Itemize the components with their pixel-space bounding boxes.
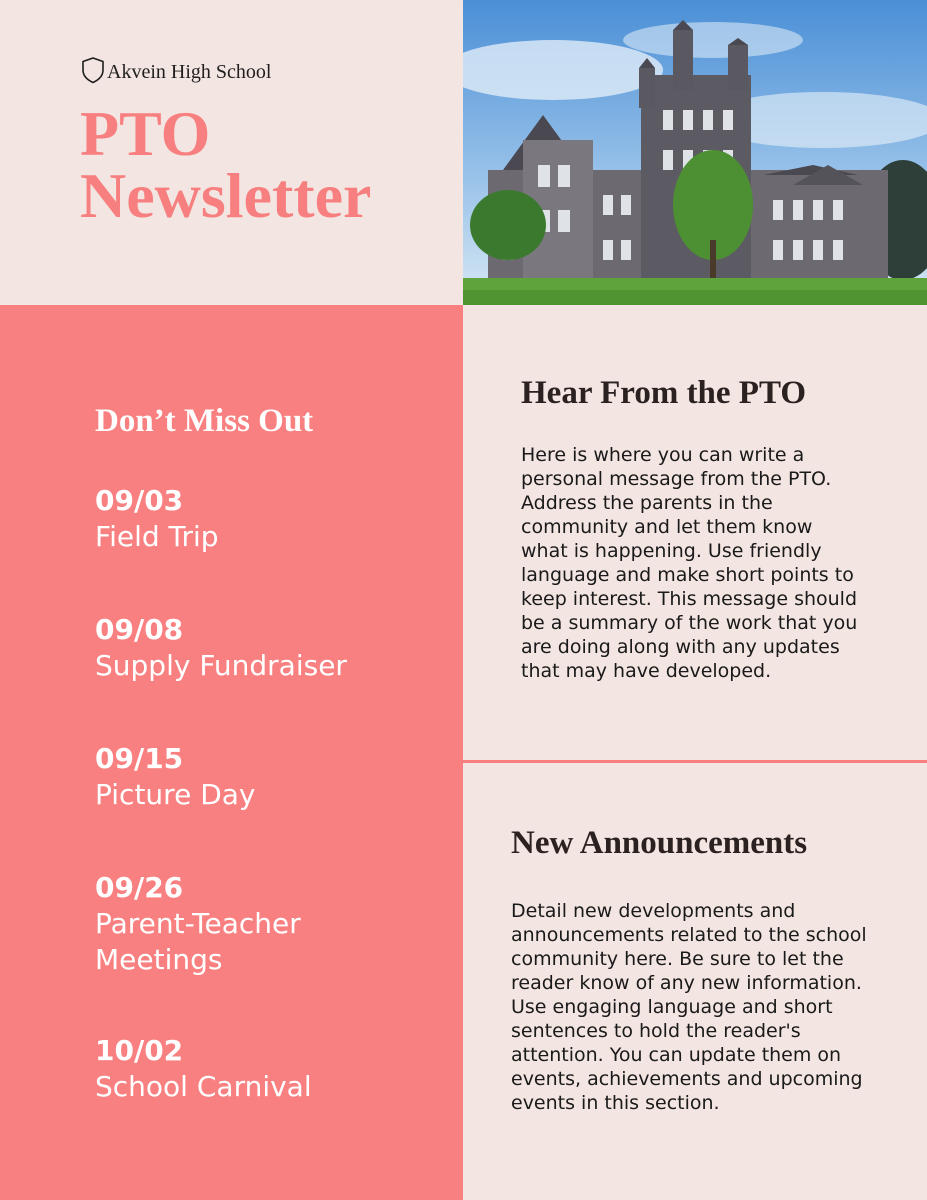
shield-icon [80,56,106,88]
event-item [95,612,415,684]
school-building-photo [463,0,927,305]
pto-heading: Hear From the PTO [521,375,807,411]
event-name: Picture Day [95,778,256,811]
events-panel [0,305,463,1200]
event-date: 10/02 [95,1034,184,1067]
event-item [95,483,415,555]
event-name: Field Trip [95,520,219,553]
header-panel [0,0,463,305]
title-line-2: Newsletter [80,160,372,231]
event-date: 09/15 [95,742,184,775]
event-item [95,870,415,978]
events-heading: Don’t Miss Out [95,403,314,439]
event-name: School Carnival [95,1070,312,1103]
event-name: Parent-Teacher Meetings [95,907,301,976]
event-date: 09/08 [95,613,184,646]
announcements-section [463,763,927,1200]
pto-body: Here is where you can write a personal message from the PTO. Address the parents in the community and let them know what is happening. Use friendly language and make short points to keep interest. This message should be a summary of the work that you are doing along with any updates that may have developed. [521,444,858,682]
school-brand [80,56,271,88]
title-line-1: PTO [80,98,211,169]
event-item [95,1033,415,1105]
announcements-body: Detail new developments and announcements related to the school community here. Be sure to let the reader know of any new information. Use engaging language and short sentences to hold the reader's attention. You can update them on events, achievements and upcoming events in this section. [511,900,867,1114]
event-date: 09/03 [95,484,184,517]
event-item [95,741,415,813]
event-name: Supply Fundraiser [95,649,347,682]
school-name: Akvein High School [107,60,272,83]
pto-message-section [463,305,927,760]
page-title [80,98,372,231]
event-date: 09/26 [95,871,184,904]
announcements-heading: New Announcements [511,825,808,861]
